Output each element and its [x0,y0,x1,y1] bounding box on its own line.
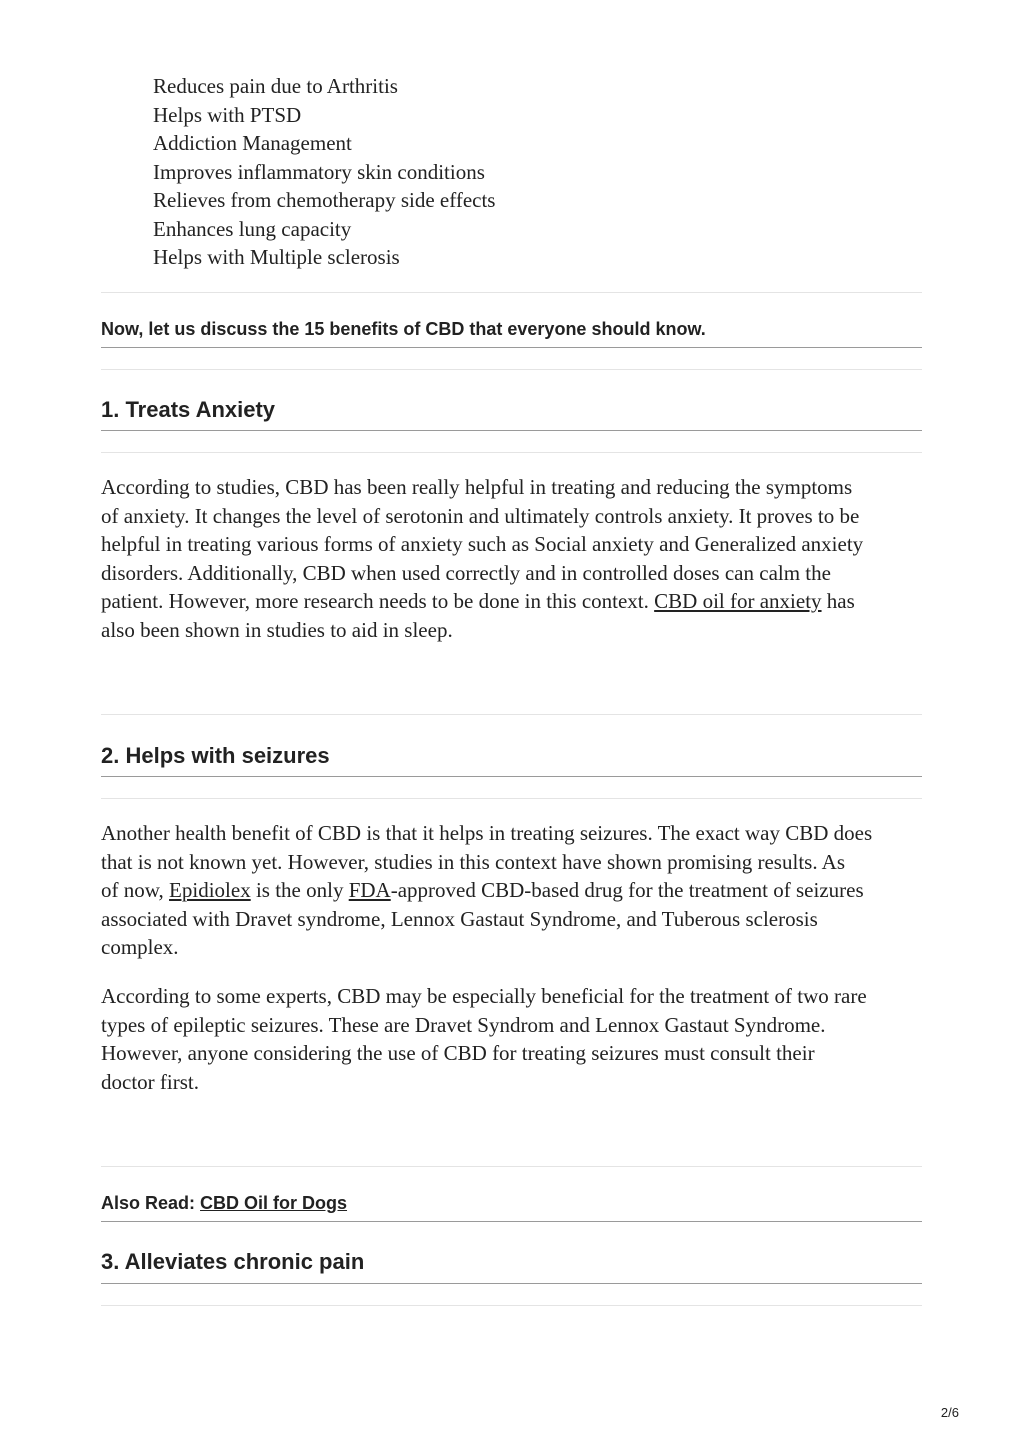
divider [101,714,922,715]
divider [101,1166,922,1167]
divider [101,798,922,799]
divider [101,1305,922,1306]
list-item: Improves inflammatory skin conditions [153,159,485,184]
list-item: Reduces pain due to Arthritis [153,74,398,98]
seizures-paragraph-2: According to some experts, CBD may be especially beneficial for the treatment of two rare types of epileptic seizures. These are Dravet Syndrom and Lennox Gastaut Syndrome. However, anyone considering the use of CBD for treating seizures must consult their doctor first. [101,984,867,1094]
heading-underline [101,776,922,777]
section-title-alleviates-chronic-pain: 3. Alleviates chronic pain [101,1249,365,1274]
heading-underline [101,1221,922,1222]
heading-underline [101,347,922,348]
heading-underline [101,430,922,431]
divider [101,369,922,370]
benefits-list [0,72,700,272]
divider [101,452,922,453]
section-title-helps-with-seizures: 2. Helps with seizures [101,743,330,768]
anxiety-paragraph: According to studies, CBD has been really helpful in treating and reducing the symptoms of anxiety. It changes the level of serotonin and ultimately controls anxiety. It proves to be helpful in treating various forms of anxiety such as Social anxiety and Generalized anxiety disorders. Additionally, CBD when used correctly and in controlled doses can calm the patient. However, more research needs to be done in this context. CBD oil for anxiety has also been shown in studies to aid in sleep. [101,475,864,642]
seizures-paragraph-1: Another health benefit of CBD is that it helps in treating seizures. The exact way CBD does that is not known yet. However, studies in this context have shown promising results. As of now, Epidiolex is the only FDA-approved CBD-based drug for the treatment of seizures associated with Dravet syndrome, Lennox Gastaut Syndrome, and Tuberous sclerosis complex. [101,821,873,959]
list-item: Helps with Multiple sclerosis [153,245,400,269]
fda-link[interactable]: FDA [348,878,391,902]
heading-underline [101,1283,922,1284]
also-read: Also Read: CBD Oil for Dogs [101,1193,348,1213]
list-item: Addiction Management [153,131,352,155]
section-title-treats-anxiety: 1. Treats Anxiety [101,397,276,422]
cbd-oil-for-dogs-link[interactable]: CBD Oil for Dogs [200,1193,348,1213]
page-number: 2/6 [940,1405,959,1420]
epidiolex-link[interactable]: Epidiolex [169,878,251,902]
divider [101,292,922,293]
list-item: Relieves from chemotherapy side effects [153,188,496,212]
list-item: Helps with PTSD [153,102,302,127]
intro-heading: Now, let us discuss the 15 benefits of CBD that everyone should know. [101,319,706,339]
list-item: Enhances lung capacity [153,216,352,241]
cbd-oil-for-anxiety-link[interactable]: CBD oil for anxiety [654,589,822,613]
